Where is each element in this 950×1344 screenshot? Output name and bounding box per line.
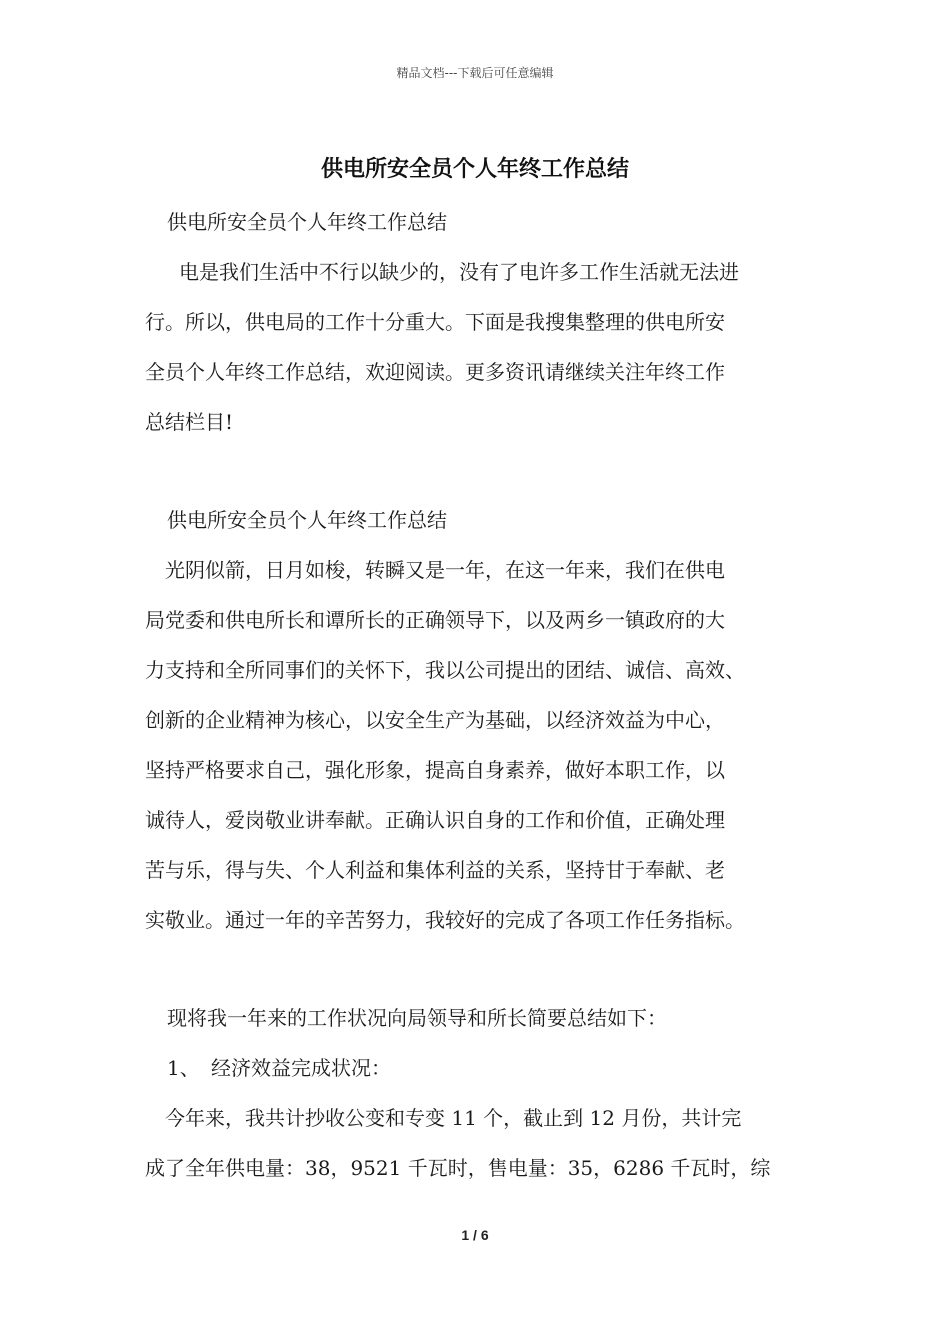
summary-section xyxy=(145,993,825,1193)
summary-intro: 现将我一年来的工作状况向局领导和所长简要总结如下： xyxy=(167,1006,667,1030)
intro-heading: 供电所安全员个人年终工作总结 xyxy=(167,210,447,234)
main-paragraph-line: 创新的企业精神为核心，以安全生产为基础，以经济效益为中心， xyxy=(145,708,725,732)
header-note: 精品文档---下载后可任意编辑 xyxy=(396,66,554,80)
main-paragraph-line: 诚待人，爱岗敬业讲奉献。正确认识自身的工作和价值，正确处理 xyxy=(145,808,725,832)
main-section xyxy=(145,495,825,945)
main-paragraph-line: 实敬业。通过一年的辛苦努力，我较好的完成了各项工作任务指标。 xyxy=(145,908,745,932)
page-number: 1 / 6 xyxy=(461,1227,489,1243)
list-item-number: 1、 xyxy=(167,1056,200,1080)
main-paragraph-line: 苦与乐，得与失、个人利益和集体利益的关系，坚持甘于奉献、老 xyxy=(145,858,725,882)
item1-paragraph-line: 成了全年供电量：38，9521 千瓦时，售电量：35，6286 千瓦时，综 xyxy=(145,1156,771,1180)
main-paragraph-line: 力支持和全所同事们的关怀下，我以公司提出的团结、诚信、高效、 xyxy=(145,658,745,682)
main-paragraph-line: 坚持严格要求自己，强化形象，提高自身素养，做好本职工作，以 xyxy=(145,758,725,782)
intro-section xyxy=(145,197,825,447)
list-item-1 xyxy=(145,1043,825,1093)
intro-paragraph-line: 电是我们生活中不行以缺少的，没有了电许多工作生活就无法进 xyxy=(179,260,739,284)
list-item-label: 经济效益完成状况： xyxy=(211,1056,391,1080)
intro-paragraph-line: 全员个人年终工作总结，欢迎阅读。更多资讯请继续关注年终工作 xyxy=(145,360,725,384)
main-paragraph-line: 光阴似箭，日月如梭，转瞬又是一年，在这一年来，我们在供电 xyxy=(165,558,725,582)
intro-paragraph-line: 行。所以，供电局的工作十分重大。下面是我搜集整理的供电所安 xyxy=(145,310,725,334)
main-paragraph-line: 局党委和供电所长和谭所长的正确领导下，以及两乡一镇政府的大 xyxy=(145,608,725,632)
intro-paragraph-line: 总结栏目! xyxy=(145,410,234,434)
document-title: 供电所安全员个人年终工作总结 xyxy=(320,156,629,182)
item1-paragraph-line: 今年来，我共计抄收公变和专变 11 个，截止到 12 月份，共计完 xyxy=(165,1106,742,1130)
section-heading: 供电所安全员个人年终工作总结 xyxy=(167,508,447,532)
